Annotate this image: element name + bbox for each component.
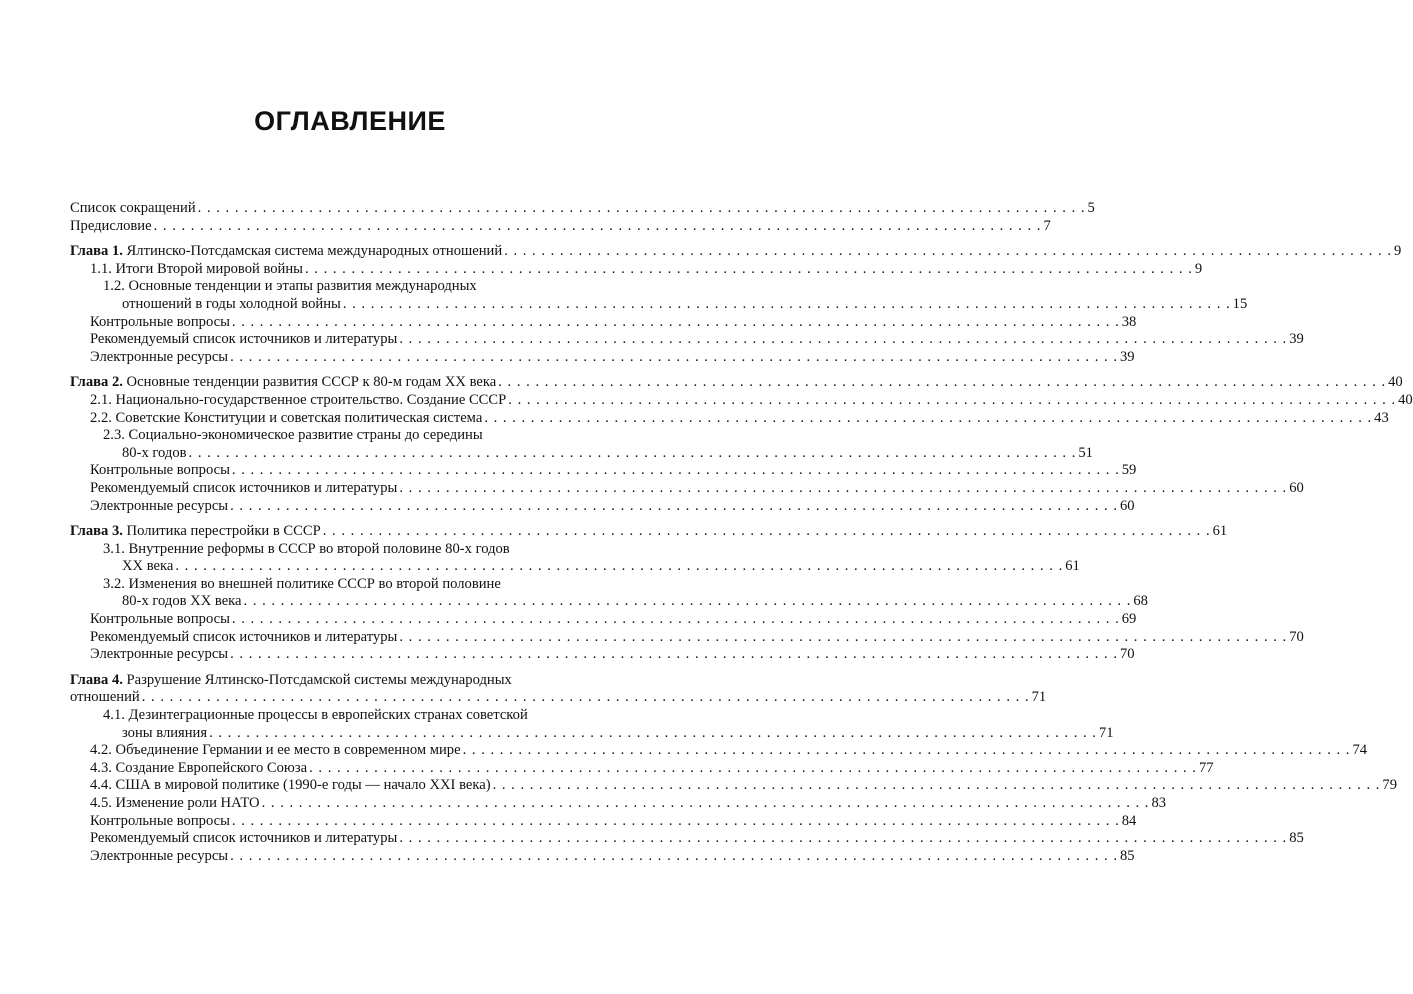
- chapter-extra-entry-page: 38: [1121, 313, 1137, 330]
- section-entry-text: 2.1. Национально-государственное строительство. Создание СССР: [90, 391, 507, 408]
- chapter-extra-entry-page: 39: [1289, 331, 1304, 348]
- dot-leader: [463, 742, 1351, 760]
- section-entry-text: 4.3. Создание Европейского Союза: [90, 759, 308, 776]
- dot-leader: [209, 725, 1097, 743]
- section-entry-text: 1.1. Итоги Второй мировой войны: [90, 260, 303, 277]
- chapter-gap: [70, 515, 630, 523]
- chapter-extra-entry-text: Рекомендуемый список источников и литературы: [90, 479, 398, 496]
- section-entry-page: 43: [1374, 409, 1389, 426]
- dot-leader: [343, 296, 1231, 314]
- section-entry-text: 4.4. США в мировой политике (1990-е годы — начало XXI века): [90, 777, 491, 794]
- dot-leader: [175, 558, 1063, 576]
- chapter-gap: [70, 664, 630, 672]
- dot-leader: [498, 374, 1386, 392]
- toc-entry-front-1: [70, 217, 1051, 236]
- section-entry-page: 74: [1352, 742, 1368, 759]
- chapter-heading: [70, 523, 1228, 541]
- section-entry: [70, 260, 1203, 279]
- chapter-extra-entry-page: 59: [1121, 462, 1137, 479]
- dot-leader: [232, 813, 1120, 831]
- chapter-extra-entry-text: Рекомендуемый список источников и литературы: [90, 830, 398, 847]
- dot-leader: [305, 261, 1193, 279]
- chapter-heading: Глава 4. Разрушение Ялтинско-Потсдамской системы международных: [70, 671, 512, 688]
- section-entry-cont: [70, 295, 1248, 314]
- chapter-heading-text: Глава 1. Ялтинско-Потсдамская система международных отношений: [70, 243, 503, 260]
- section-entry-cont-text: зоны влияния: [122, 724, 208, 741]
- chapter-extra-entry: [70, 331, 1304, 349]
- chapter-heading-cont-text: отношений: [70, 689, 140, 706]
- chapter-extra-entry-page: 70: [1289, 628, 1304, 645]
- chapter-extra-entry: [70, 611, 1137, 629]
- section-entry: 3.2. Изменения во внешней политике СССР во второй половине: [103, 575, 501, 592]
- chapter-heading: [70, 374, 1403, 392]
- section-entry: 4.1. Дезинтеграционные процессы в европейских странах советской: [103, 707, 528, 724]
- chapter-extra-entry-text: Контрольные вопросы: [90, 812, 230, 829]
- section-entry-cont-page: 15: [1232, 295, 1248, 312]
- section-entry: [70, 777, 1398, 795]
- chapter-extra-entry-text: Электронные ресурсы: [90, 646, 229, 663]
- chapter-extra-entry: [70, 847, 1135, 866]
- section-entry-page: 9: [1194, 260, 1203, 277]
- section-entry-cont-text: 80-х годов XX века: [122, 593, 242, 610]
- page-title: ОГЛАВЛЕНИЕ: [254, 106, 446, 136]
- dot-leader: [230, 498, 1118, 516]
- chapter-extra-entry: [70, 830, 1304, 848]
- chapter-gap: [70, 366, 630, 374]
- section-entry-text: 4.2. Объединение Германии и ее место в современном мире: [90, 742, 461, 759]
- section-entry-text: 4.5. Изменение роли НАТО: [90, 795, 260, 811]
- dot-leader: [262, 795, 1150, 813]
- section-entry-cont: [70, 444, 1093, 463]
- section-entry-page: 40: [1398, 391, 1413, 408]
- chapter-heading-text: Глава 3. Политика перестройки в СССР: [70, 523, 321, 540]
- chapter-heading-page: 40: [1388, 374, 1403, 391]
- dot-leader: [230, 349, 1118, 367]
- section-entry-cont: [70, 724, 1114, 743]
- chapter-label: Глава 3.: [70, 523, 123, 540]
- chapter-label: Глава 1.: [70, 243, 123, 260]
- section-entry: 2.3. Социально-экономическое развитие страны до середины: [103, 427, 483, 444]
- chapter-extra-entry-text: Электронные ресурсы: [90, 348, 229, 365]
- chapter-extra-entry: [70, 462, 1137, 480]
- chapter-extra-entry-text: Электронные ресурсы: [90, 847, 229, 864]
- chapter-label: Глава 4.: [70, 671, 123, 688]
- dot-leader: [232, 611, 1120, 629]
- section-entry-cont-page: 51: [1078, 444, 1093, 461]
- chapter-extra-entry-page: 70: [1119, 646, 1135, 663]
- dot-leader: [493, 777, 1381, 795]
- chapter-extra-entry: [70, 313, 1137, 332]
- section-entry-cont-page: 71: [1098, 724, 1114, 741]
- chapter-heading-cont-page: 71: [1031, 689, 1047, 706]
- dot-leader: [232, 462, 1120, 480]
- chapter-extra-entry: [70, 479, 1304, 498]
- dot-leader: [399, 331, 1287, 349]
- dot-leader: [399, 480, 1287, 498]
- table-of-contents: [70, 200, 1413, 865]
- section-entry-cont-text: 80-х годов: [122, 444, 187, 461]
- dot-leader: [504, 243, 1392, 261]
- dot-leader: [142, 689, 1030, 707]
- dot-leader: [323, 523, 1211, 541]
- chapter-extra-entry-page: 85: [1119, 847, 1135, 864]
- chapter-extra-entry-text: Контрольные вопросы: [90, 462, 230, 479]
- chapter-extra-entry: [70, 497, 1135, 516]
- chapter-extra-entry-page: 39: [1119, 348, 1135, 365]
- dot-leader: [508, 392, 1396, 410]
- section-entry-cont-page: 61: [1065, 558, 1080, 575]
- section-entry: [70, 409, 1389, 428]
- section-entry-cont: [70, 593, 1148, 611]
- chapter-extra-entry-text: Рекомендуемый список источников и литературы: [90, 628, 398, 645]
- chapter-gap: [70, 235, 630, 243]
- chapter-extra-entry: [70, 628, 1304, 647]
- dot-leader: [232, 314, 1120, 332]
- chapter-heading-cont: [70, 689, 1047, 707]
- section-entry-cont: [70, 558, 1080, 576]
- section-entry: 3.1. Внутренние реформы в СССР во второй половине 80-х годов: [103, 540, 510, 557]
- chapter-extra-entry: [70, 812, 1137, 831]
- section-entry-page: 83: [1151, 795, 1167, 811]
- toc-entry-front-0-page: 5: [1087, 200, 1095, 216]
- dot-leader: [399, 830, 1287, 848]
- chapter-extra-entry-page: 60: [1119, 497, 1135, 514]
- dot-leader: [309, 760, 1197, 778]
- chapter-extra-entry-page: 85: [1289, 830, 1304, 847]
- section-entry-cont-page: 68: [1133, 593, 1148, 610]
- dot-leader: [230, 848, 1118, 866]
- dot-leader: [198, 200, 1086, 218]
- chapter-extra-entry-page: 60: [1289, 479, 1304, 496]
- dot-leader: [189, 445, 1077, 463]
- section-entry-text: 2.2. Советские Конституции и советская политическая система: [90, 409, 483, 426]
- chapter-extra-entry: [70, 348, 1135, 367]
- chapter-extra-entry-text: Контрольные вопросы: [90, 313, 230, 330]
- dot-leader: [244, 593, 1132, 611]
- toc-entry-front-1-page: 7: [1043, 217, 1051, 234]
- chapter-heading-text: Глава 2. Основные тенденции развития СССР к 80-м годам XX века: [70, 374, 497, 391]
- chapter-extra-entry-text: Рекомендуемый список источников и литературы: [90, 331, 398, 348]
- chapter-extra-entry: [70, 646, 1135, 664]
- section-entry-cont-text: XX века: [122, 558, 174, 575]
- chapter-heading: [70, 243, 1402, 261]
- section-entry: [70, 759, 1214, 778]
- chapter-heading-page: 61: [1212, 523, 1228, 540]
- toc-entry-front-0-text: Список сокращений: [70, 200, 196, 216]
- toc-entry-front-0: [70, 200, 1095, 218]
- toc-entry-front-1-text: Предисловие: [70, 217, 152, 234]
- dot-leader: [230, 646, 1118, 664]
- section-entry-cont-text: отношений в годы холодной войны: [122, 295, 341, 312]
- chapter-extra-entry-page: 69: [1121, 611, 1137, 628]
- dot-leader: [484, 410, 1372, 428]
- chapter-heading-page: 9: [1394, 243, 1402, 260]
- chapter-extra-entry-text: Электронные ресурсы: [90, 497, 229, 514]
- section-entry: 1.2. Основные тенденции и этапы развития международных: [103, 278, 477, 295]
- section-entry: [70, 742, 1368, 760]
- dot-leader: [399, 629, 1287, 647]
- chapter-extra-entry-page: 84: [1121, 812, 1137, 829]
- dot-leader: [154, 218, 1042, 236]
- section-entry-page: 79: [1382, 777, 1398, 794]
- chapter-label: Глава 2.: [70, 374, 123, 391]
- section-entry: [70, 391, 1413, 410]
- section-entry: [70, 795, 1167, 813]
- chapter-extra-entry-text: Контрольные вопросы: [90, 611, 230, 628]
- section-entry-page: 77: [1198, 759, 1214, 776]
